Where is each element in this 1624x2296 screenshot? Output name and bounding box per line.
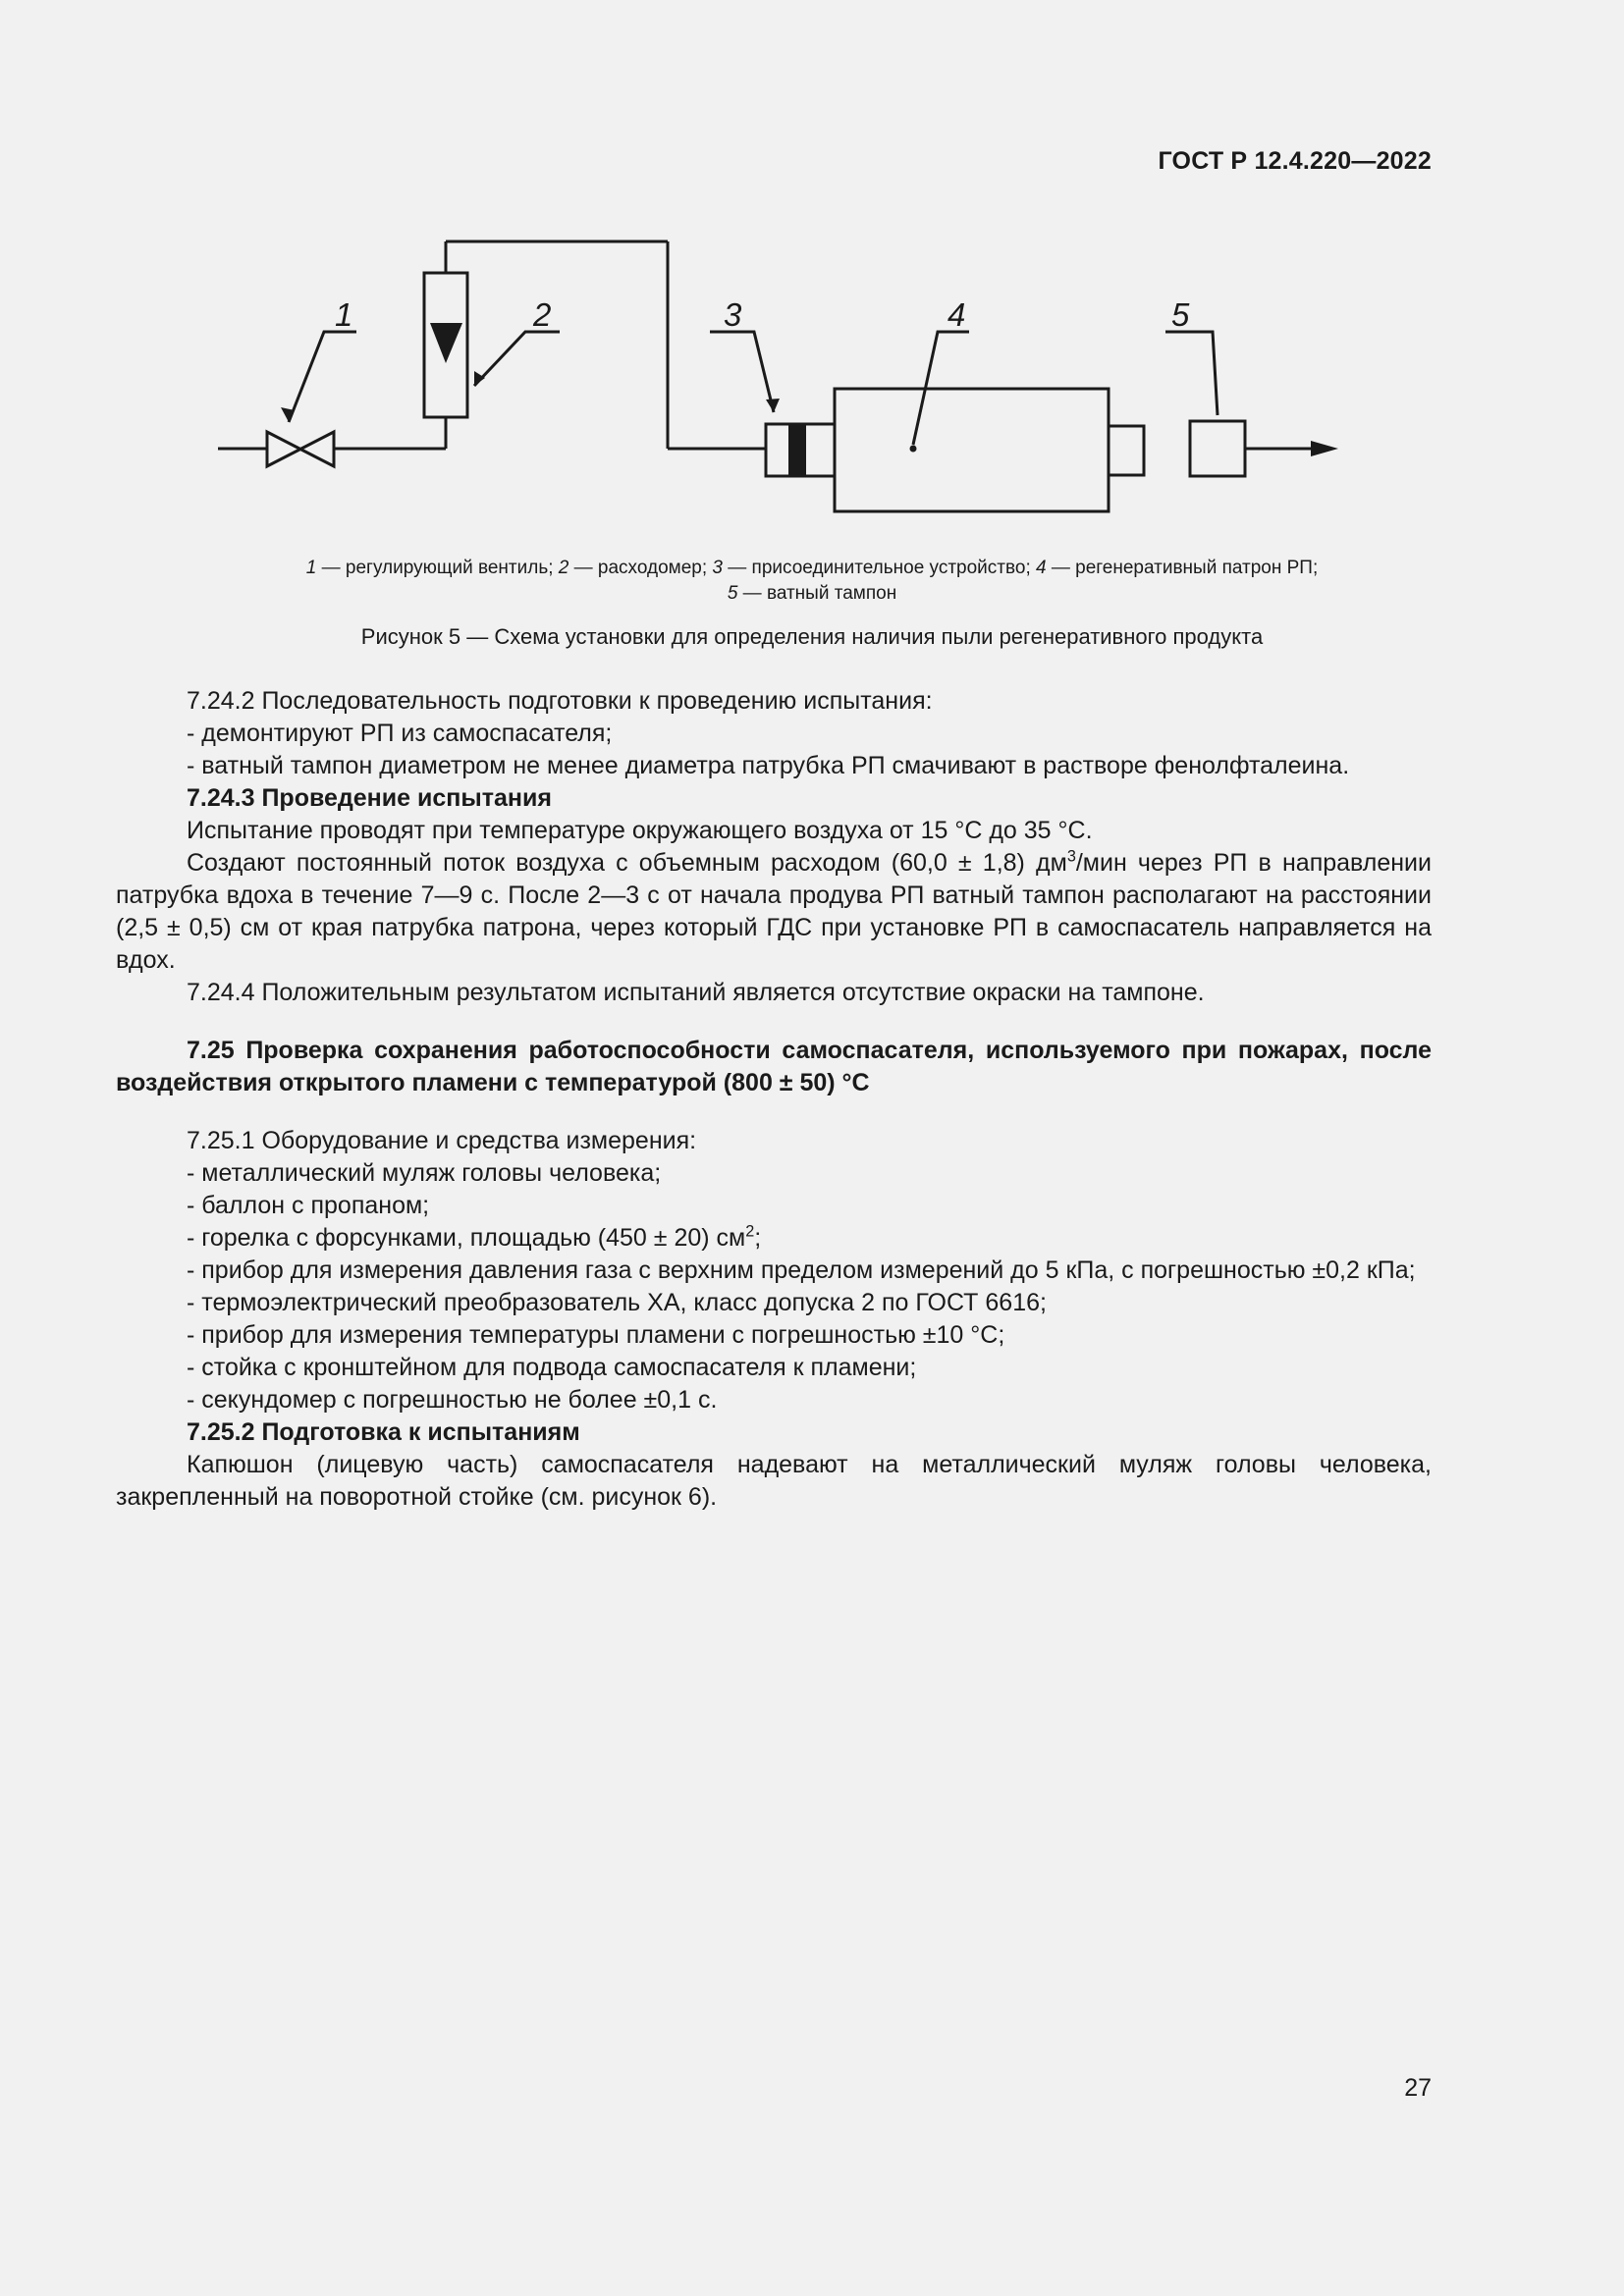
cartridge-center-dot [910, 446, 917, 453]
section-7-24-2: 7.24.2 Последовательность подготовки к проведению испытания: [187, 687, 933, 715]
paragraph: Испытание проводят при температуре окружающего воздуха от 15 °С до 35 °С. [187, 817, 1093, 844]
document-code-header: ГОСТ Р 12.4.220—2022 [1158, 147, 1432, 175]
figure-5-schematic [196, 231, 1375, 525]
list-item: - баллон с пропаном; [187, 1192, 430, 1219]
list-item: - ватный тампон диаметром не менее диаметра патрубка РП смачивают в растворе фенолфталеина. [187, 752, 1350, 779]
paragraph: Создают постоянный поток воздуха с объемным расходом (60,0 ± 1,8) $дм^3$/мин через РП в направлении патрубка вдоха в течение 7—9 с. После 2—3 с от начала продува РП ватный тампон располагают на расстоянии (2,5 ± 0,5) см от края патрубка патрона, через который ГДС при установке РП в самоспасатель направляется на вдох. [116, 847, 1432, 974]
list-item: - стойка с кронштейном для подвода самоспасателя к пламени; [187, 1354, 917, 1381]
section-7-25-title: 7.25 Проверка сохранения работоспособности самоспасателя, используемого при пожарах, после воздействия открытого пламени с температурой (800 ± 50) °С [116, 1037, 1432, 1096]
section-7-25-1: 7.25.1 Оборудование и средства измерения: [187, 1127, 697, 1154]
arrow-head [1311, 441, 1338, 456]
connector-gasket [788, 424, 806, 476]
figure-legend-line-1: 1 — регулирующий вентиль; 2 — расходомер; 3 — присоединительное устройство; 4 — регенеративный патрон РП; [305, 558, 1319, 578]
cotton-plug-symbol [1190, 421, 1245, 476]
figure-caption: Рисунок 5 — Схема установки для определения наличия пыли регенеративного продукта [360, 624, 1264, 649]
list-item: - термоэлектрический преобразователь ХА, класс допуска 2 по ГОСТ 6616; [187, 1289, 1047, 1316]
paragraph: Капюшон (лицевую часть) самоспасателя надевают на металлический муляж головы человека, закрепленный на поворотной стойке (см. рисунок 6). [116, 1451, 1432, 1511]
document-body [116, 685, 1432, 1514]
section-7-24-3-title: 7.24.3 Проведение испытания [187, 784, 552, 812]
page-number: 27 [1404, 2074, 1432, 2102]
figure-label-4: 4 [947, 296, 966, 333]
cartridge-symbol [835, 389, 1109, 511]
list-item: - прибор для измерения давления газа с верхним пределом измерений до 5 кПа, с погрешностью ±0,2 кПа; [187, 1256, 1416, 1284]
figure-label-1: 1 [335, 296, 353, 333]
figure-label-2: 2 [533, 296, 552, 333]
list-item: - прибор для измерения температуры пламени с погрешностью ±10 °С; [187, 1321, 1005, 1349]
cartridge-outlet-nozzle [1109, 426, 1144, 475]
list-item: - горелка с форсунками, площадью (450 ± 20) $см^2$; [187, 1222, 762, 1252]
figure-legend-line-2: 5 — ватный тампон [727, 583, 897, 604]
section-7-24-4: 7.24.4 Положительным результатом испытаний является отсутствие окраски на тампоне. [187, 979, 1205, 1006]
list-item: - металлический муляж головы человека; [187, 1159, 662, 1187]
valve-symbol [267, 432, 334, 466]
flowmeter-float [430, 323, 462, 363]
list-item: - секундомер с погрешностью не более ±0,1 с. [187, 1386, 718, 1414]
list-item: - демонтируют РП из самоспасателя; [187, 720, 613, 747]
figure-label-3: 3 [724, 296, 742, 333]
figure-label-5: 5 [1171, 296, 1190, 333]
section-7-25-2-title: 7.25.2 Подготовка к испытаниям [187, 1418, 580, 1446]
